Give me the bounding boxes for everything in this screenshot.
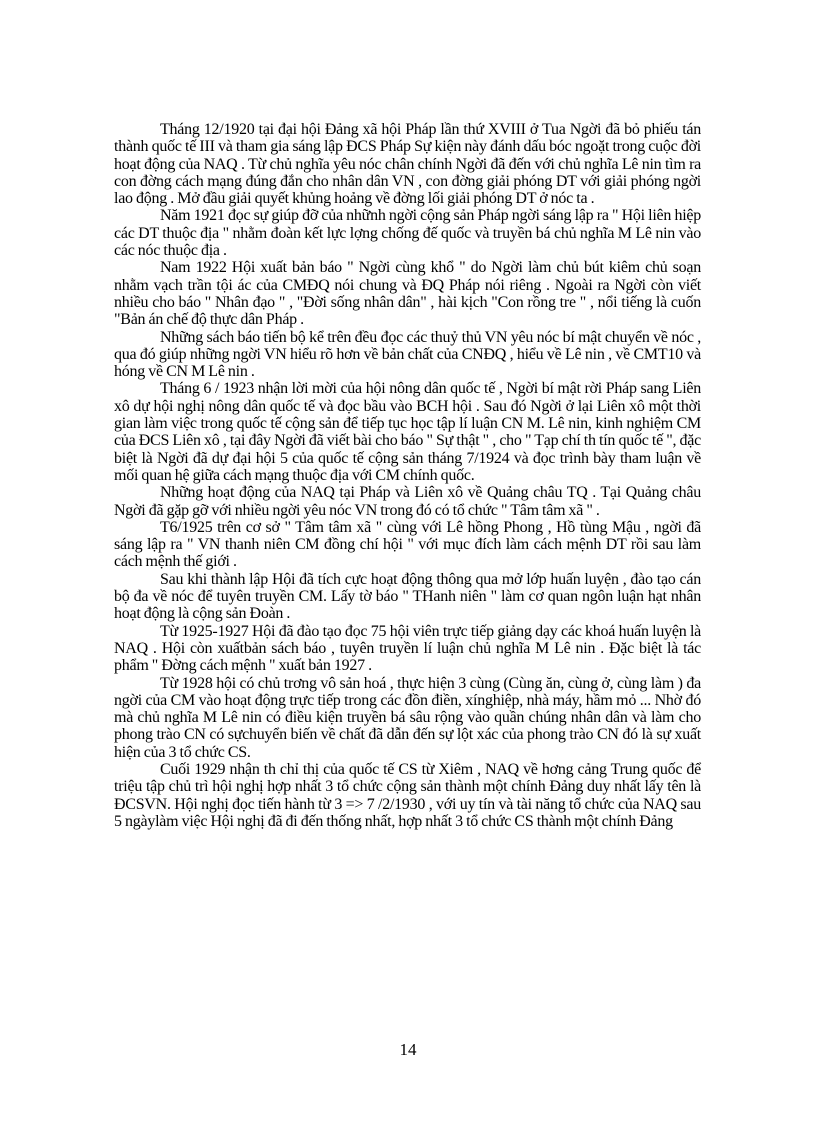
paragraph: Tháng 6 / 1923 nhận lời mời của hội nông dân quốc tế , Ngời bí mật rời Pháp sang Liên xô dự hội nghị nông dân quốc tế và đọc bầu vào BCH hội . Sau đó Ngời ở lại Liên xô một thời gian làm việc trong quốc tế cộng sản để tiếp tục học tập lí luận CN M. Lê nin, kinh nghiệm CM của ĐCS Liên xô , tại đây Ngời đã viết bài cho báo " Sự thật " , cho " Tạp chí th tín quốc tế ", đặc biệt là Ngời đã dự đại hội 5 của quốc tế cộng sản tháng 7/1924 và đọc trình bày tham luận về mối quan hệ giữa cách mạng thuộc địa với CM chính quốc. — [114, 380, 701, 484]
paragraph: Những sách báo tiến bộ kể trên đều đọc các thuỷ thủ VN yêu nóc bí mật chuyển về nóc , qua đó giúp những ngời VN hiểu rõ hơn về bản chất của CNĐQ , hiểu về Lê nin , về CMT10 và hóng về CN M Lê nin . — [114, 328, 701, 381]
paragraph: Năm 1921 đọc sự giúp đỡ của nhữnh ngời cộng sản Pháp ngời sáng lập ra " Hội liên hiệp các DT thuộc địa " nhằm đoàn kết lực lợng chống đế quốc và truyền bá chủ nghĩa M Lê nin vào các nóc thuộc địa . — [114, 207, 701, 260]
paragraph: Từ 1928 hội có chủ trơng vô sản hoá , thực hiện 3 cùng (Cùng ăn, cùng ở, cùng làm ) đa ngời của CM vào hoạt động trực tiếp trong các đồn điền, xínghiệp, nhà máy, hầm mỏ ... Nhờ đó mà chủ nghĩa M Lê nin có điều kiện truyền bá sâu rộng vào quần chúng nhân dân và làm cho phong trào CN có sựchuyển biến về chất đã dẫn đến sự lột xác của phong trào CN đó là sự xuất hiện của 3 tổ chức CS. — [114, 674, 701, 761]
page-number: 14 — [399, 1040, 417, 1059]
paragraph: Cuối 1929 nhận th chỉ thị của quốc tế CS từ Xiêm , NAQ về hơng cảng Trung quốc để triệu tập chủ trì hội nghị hợp nhất 3 tổ chức cộng sản thành một chính Đảng duy nhất lấy tên là ĐCSVN. Hội nghị đọc tiến hành từ 3 => 7 /2/1930 , với uy tín và tài năng tổ chức của NAQ sau 5 ngàylàm việc Hội nghị đã đi đến thống nhất, hợp nhất 3 tổ chức CS thành một chính Đảng — [114, 760, 701, 830]
paragraph: Tháng 12/1920 tại đại hội Đảng xã hội Pháp lần thứ XVIII ở Tua Ngời đã bỏ phiếu tán thành quốc tế III và tham gia sáng lập ĐCS Pháp Sự kiện này đánh dấu bóc ngoặt trong cuộc đời hoạt động của NAQ . Từ chủ nghĩa yêu nóc chân chính Ngời đã đến với chủ nghĩa Lê nin tìm ra con đờng cách mạng đúng đắn cho nhân dân VN , con đờng giải phóng DT với giải phóng ngời lao động . Mở đầu giải quyết khủng hoảng về đờng lối giải phóng DT ở nóc ta . — [114, 121, 701, 208]
paragraph: T6/1925 trên cơ sở " Tâm tâm xã " cùng với Lê hồng Phong , Hồ tùng Mậu , ngời đã sáng lập ra " VN thanh niên CM đồng chí hội " với mục đích làm cách mệnh DT rồi sau làm cách mệnh thế giới . — [114, 518, 701, 571]
paragraph: Từ 1925-1927 Hội đã đào tạo đọc 75 hội viên trực tiếp giảng dạy các khoá huấn luyện là NAQ . Hội còn xuấtbản sách báo , tuyên truyền lí luận chủ nghĩa M Lê nin . Đặc biệt là tác phẩm " Đờng cách mệnh " xuất bản 1927 . — [114, 622, 701, 675]
paragraph: Những hoạt động của NAQ tại Pháp và Liên xô về Quảng châu TQ . Tại Quảng châu Ngời đã gặp gỡ với nhiều ngời yêu nóc VN trong đó có tổ chức " Tâm tâm xã " . — [114, 484, 701, 519]
paragraph: Nam 1922 Hội xuất bản báo " Ngời cùng khổ " do Ngời làm chủ bút kiêm chủ soạn nhằm vạch trần tội ác của CMĐQ nói chung và ĐQ Pháp nói riêng . Ngoài ra Ngời còn viết nhiều cho báo " Nhân đạo " , "Đời sống nhân dân" , hài kịch "Con rồng tre " , nổi tiếng là cuốn "Bản án chế độ thực dân Pháp . — [114, 259, 701, 329]
body-text — [114, 121, 701, 830]
paragraph: Sau khi thành lập Hội đã tích cực hoạt động thông qua mở lớp huấn luyện , đào tạo cán bộ đa về nóc để tuyên truyền CM. Lấy tờ báo " THanh niên " làm cơ quan ngôn luận hạt nhân hoạt động là cộng sản Đoàn . — [114, 570, 701, 623]
